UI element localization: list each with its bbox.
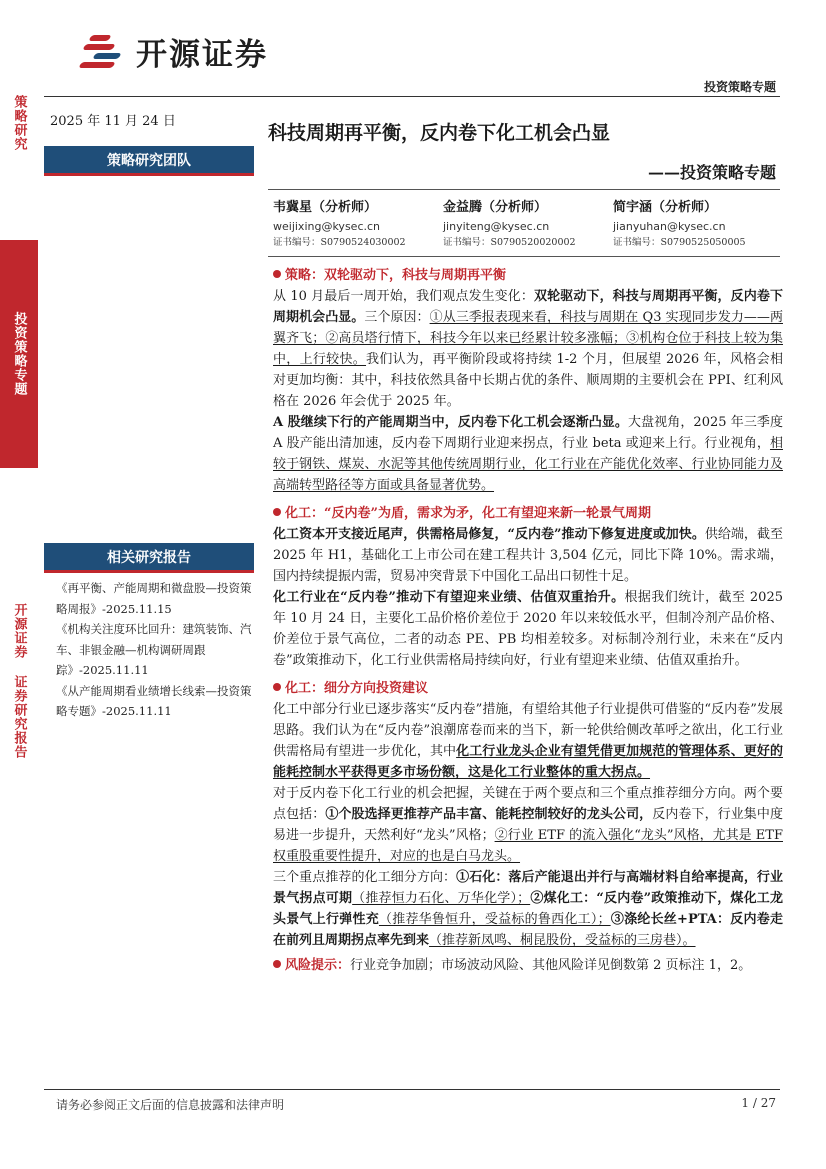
- logo-stripes-icon: [76, 29, 126, 73]
- analyst-cert: 证书编号：S0790524030002: [273, 237, 406, 248]
- paragraph: 对于反内卷下化工行业的机会把握，关键在于两个要点和三个重点推荐细分方向。两个要点包括：①个股选择更推荐产品丰富、能耗控制较好的龙头公司，反内卷下，行业集中度易进一步提升，天然利好“龙头”风格；②行业 ETF 的流入强化“龙头”风格，尤其是 ETF 权重股重要性提升，对应的也是白马龙头。: [273, 786, 783, 864]
- team-heading: 策略研究团队: [44, 146, 254, 176]
- analyst-card: [273, 198, 443, 251]
- report-type-label: 投资策略专题: [703, 80, 776, 94]
- analyst-name: 简宇涵（分析师）: [613, 200, 718, 215]
- analyst-cert: 证书编号：S0790525050005: [613, 237, 746, 248]
- company-logo: [76, 28, 316, 74]
- report-subtitle: ——投资策略专题: [647, 163, 776, 182]
- analyst-list: [273, 198, 783, 251]
- analyst-email[interactable]: jianyuhan@kysec.cn: [613, 220, 726, 233]
- paragraph: 化工资本开支接近尾声，供需格局修复，“反内卷”推动下修复进度或加快。供给端，截至 2025 年 H1，基础化工上市公司在建工程共计 3,504 亿元，同比下降 10%。需求端，国内持续提振内需，贸易冲突背景下中国化工品出口韧性十足。: [273, 527, 783, 584]
- analyst-name: 韦冀星（分析师）: [273, 200, 378, 215]
- related-reports-heading: 相关研究报告: [44, 543, 254, 573]
- paragraph: 三个重点推荐的化工细分方向：①石化：落后产能退出并行与高端材料自给率提高，行业景气拐点可期（推荐恒力石化、万华化学）；②煤化工：“反内卷”政策推动下，煤化工龙头景气上行弹性充（推荐华鲁恒升，受益标的鲁西化工）；③涤纶长丝+PTA：反内卷走在前列且周期拐点率先到来（推荐新凤鸣、桐昆股份，受益标的三房巷）。: [273, 870, 783, 948]
- related-report-item[interactable]: 《再平衡、产能周期和微盘股—投资策略周报》-2025.11.15: [56, 581, 252, 616]
- bullet-dot-icon: [273, 270, 281, 278]
- sidebar-top-label: 策略研究: [11, 95, 27, 151]
- analyst-card: [443, 198, 613, 251]
- analyst-email[interactable]: jinyiteng@kysec.cn: [443, 220, 550, 233]
- bullet-dot-icon: [273, 508, 281, 516]
- report-date: 2025 年 11 月 24 日: [50, 114, 176, 129]
- bullet-dot-icon: [273, 683, 281, 691]
- analyst-cert: 证书编号：S0790520020002: [443, 237, 576, 248]
- analyst-divider: [268, 256, 780, 257]
- header-divider: [44, 96, 780, 97]
- footer-divider: [44, 1089, 780, 1090]
- paragraph: 从 10 月最后一周开始，我们观点发生变化：双轮驱动下，科技与周期再平衡，反内卷下周期机会凸显。三个原因：①从三季报表现来看，科技与周期在 Q3 实现同步发力——两翼齐飞；②高员塔行情下，科技今年以来已经累计较多涨幅；③机构仓位于科技上较为集中，上行较快。我们认为，再平衡阶段或将持续 1-2 个月，但展望 2026 年，风格会相对更加均衡：其中，科技依然具备中长期占优的条件、顺周期的主要机会在 PPI、红利风格在 2026 年会优于 2025 年。: [273, 289, 783, 409]
- report-title: 科技周期再平衡，反内卷下化工机会凸显: [268, 122, 611, 144]
- footer-disclaimer: 请务必参阅正文后面的信息披露和法律声明: [56, 1098, 285, 1112]
- sidebar-mid-label: 投资策略专题: [0, 240, 38, 468]
- paragraph: A 股继续下行的产能周期当中，反内卷下化工机会逐渐凸显。大盘视角，2025 年三季度 A 股产能出清加速，反内卷下周期行业迎来拐点，行业 beta 或迎来上行。行业视角，相较于钢铁、煤炭、水泥等其他传统周期行业，化工行业在产能优化效率、行业协同能力及高端转型路径等方面或具备显著优势。: [273, 415, 783, 493]
- title-divider: [268, 189, 780, 190]
- analyst-name: 金益腾（分析师）: [443, 200, 548, 215]
- paragraph: 化工中部分行业已逐步落实“反内卷”措施，有望给其他子行业提供可借鉴的“反内卷”发展思路。我们认为在“反内卷”浪潮席卷而来的当下，新一轮供给侧改革呼之欲出，化工行业供需格局有望进一步优化，其中化工行业龙头企业有望凭借更加规范的管理体系、更好的能耗控制水平获得更多市场份额，这是化工行业整体的重大拐点。: [273, 702, 783, 780]
- sidebar-bottom-label: 开源证券 证券研究报告: [11, 603, 27, 759]
- page-number: 1 / 27: [741, 1096, 776, 1110]
- paragraph: 化工行业在“反内卷”推动下有望迎来业绩、估值双重抬升。根据我们统计，截至 2025 年 10 月 24 日，主要化工品价格价差位于 2020 年以来较低水平，但制冷剂产品价格、价差位于景气高位，二者的动态 PE、PB 均相差较多。对标制冷剂行业，未来在“反内卷”政策推动下，化工行业供需格局持续向好，行业有望迎来业绩、估值双重抬升。: [273, 590, 783, 668]
- section-heading: 化工：“反内卷”为盾，需求为矛，化工有望迎来新一轮景气周期: [273, 503, 783, 524]
- related-report-item[interactable]: 《机构关注度环比回升：建筑装饰、汽车、非银金融—机构调研周跟踪》-2025.11.11: [56, 622, 252, 677]
- logo-text: 开源证券: [136, 36, 268, 73]
- section-heading: 化工：细分方向投资建议: [273, 678, 783, 699]
- related-reports-list: [56, 578, 256, 722]
- analyst-card: [613, 198, 783, 251]
- related-report-item[interactable]: 《从产能周期看业绩增长线索—投资策略专题》-2025.11.11: [56, 683, 252, 718]
- report-body: [273, 262, 783, 976]
- bullet-dot-icon: [273, 960, 281, 968]
- section-heading: 策略：双轮驱动下，科技与周期再平衡: [273, 265, 783, 286]
- analyst-email[interactable]: weijixing@kysec.cn: [273, 220, 381, 233]
- risk-note: 风险提示：行业竞争加剧；市场波动风险、其他风险详见倒数第 2 页标注 1，2。: [273, 955, 783, 976]
